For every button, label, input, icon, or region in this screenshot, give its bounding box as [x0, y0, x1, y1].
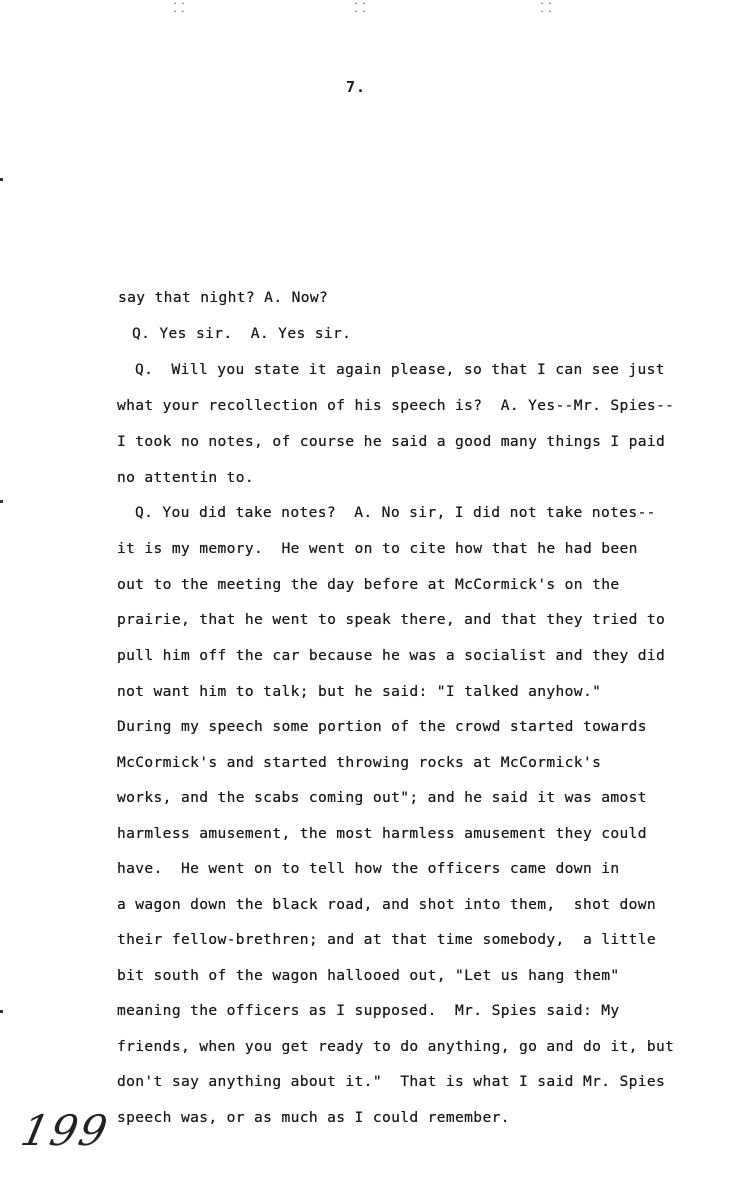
transcript-line: a wagon down the black road, and shot into them, shot down	[117, 896, 657, 913]
transcript-line: don't say anything about it." That is what I said Mr. Spies	[117, 1073, 666, 1090]
transcript-line: McCormick's and started throwing rocks at McCormick's	[117, 754, 602, 771]
transcript-line: prairie, that he went to speak there, and that they tried to	[117, 611, 666, 628]
transcript-line: Q. Will you state it again please, so that I can see just	[135, 361, 665, 378]
transcript-line: what your recollection of his speech is? A. Yes--Mr. Spies--	[117, 397, 675, 414]
transcript-line: their fellow-brethren; and at that time somebody, a little	[117, 931, 657, 948]
punch-hole-mark: ⸬	[540, 1, 552, 16]
transcript-line: not want him to talk; but he said: "I talked anyhow."	[117, 683, 602, 700]
transcript-line: pull him off the car because he was a socialist and they did	[117, 647, 666, 664]
transcript-line: no attentin to.	[117, 469, 255, 486]
transcript-line: Q. Yes sir. A. Yes sir.	[132, 325, 352, 342]
transcript-line: harmless amusement, the most harmless amusement they could	[117, 825, 647, 842]
transcript-line: meaning the officers as I supposed. Mr. Spies said: My	[117, 1002, 620, 1019]
transcript-line: works, and the scabs coming out"; and he said it was amost	[117, 789, 647, 806]
transcript-line: speech was, or as much as I could remember.	[117, 1109, 510, 1126]
handwritten-page-number: 199	[16, 1106, 114, 1155]
transcript-line: say that night? A. Now?	[118, 289, 329, 306]
transcript-line: out to the meeting the day before at McCormick's on the	[117, 576, 620, 593]
transcript-line: it is my memory. He went on to cite how that he had been	[117, 540, 638, 557]
transcript-line: have. He went on to tell how the officers came down in	[117, 860, 620, 877]
transcript-line: Q. You did take notes? A. No sir, I did not take notes--	[135, 504, 656, 521]
page-number: 7.	[346, 78, 367, 96]
transcript-line: friends, when you get ready to do anything, go and do it, but	[117, 1038, 675, 1055]
punch-hole-mark: ⸬	[173, 1, 185, 16]
transcript-line: During my speech some portion of the crowd started towards	[117, 718, 647, 735]
transcript-line: bit south of the wagon hallooed out, "Let us hang them"	[117, 967, 620, 984]
margin-mark	[0, 1010, 3, 1013]
punch-hole-mark: ⸬	[354, 1, 366, 16]
margin-mark	[0, 178, 3, 181]
transcript-line: I took no notes, of course he said a good many things I paid	[117, 433, 666, 450]
margin-mark	[0, 500, 3, 503]
